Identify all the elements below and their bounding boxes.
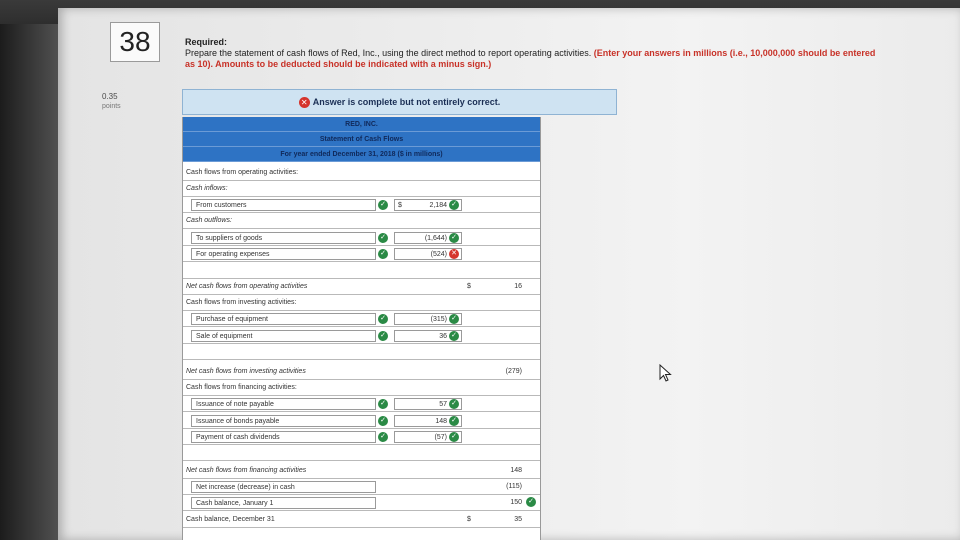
statement-row [183, 279, 540, 295]
feedback-text: Answer is complete but not entirely correct. [312, 97, 501, 107]
total-cell [464, 366, 538, 378]
statement-row [183, 495, 540, 511]
statement-row [183, 413, 540, 429]
line-item-label-field[interactable] [191, 398, 376, 410]
line-item-label-field[interactable] [191, 330, 376, 342]
total-value: 16 [514, 283, 522, 290]
check-icon: ✓ [449, 331, 459, 341]
amount-input[interactable] [394, 248, 462, 260]
row-label: Cash flows from financing activities: [186, 384, 297, 391]
row-label: Issuance of note payable [196, 401, 274, 408]
total-value: 148 [510, 467, 522, 474]
amount-value: (315) [430, 316, 447, 323]
statement-row [183, 463, 540, 479]
row-label: For operating expenses [196, 251, 270, 258]
statement-title: Statement of Cash Flows [183, 132, 540, 147]
row-label: Cash balance, January 1 [196, 500, 274, 507]
check-icon: ✓ [378, 416, 388, 426]
amount-value: (524) [430, 251, 447, 258]
check-icon: ✓ [449, 200, 459, 210]
statement-row [183, 165, 540, 181]
check-icon: ✓ [526, 497, 536, 507]
points-indicator [102, 92, 121, 112]
dollar-sign: $ [467, 283, 471, 290]
statement-row [183, 230, 540, 246]
check-icon: ✓ [449, 314, 459, 324]
statement-row [183, 328, 540, 344]
row-label: Cash balance, December 31 [186, 516, 275, 523]
x-circle-icon: ✕ [449, 249, 459, 259]
line-item-label-field[interactable] [191, 481, 376, 493]
row-label: Net increase (decrease) in cash [196, 484, 295, 491]
statement-row [183, 213, 540, 229]
row-label: Issuance of bonds payable [196, 418, 280, 425]
required-text: Prepare the statement of cash flows of Red, Inc., using the direct method to report operating activities. [185, 48, 592, 58]
statement-row [183, 479, 540, 495]
points-value: 0.35 [102, 92, 118, 101]
line-item-label-field[interactable] [191, 248, 376, 260]
statement-row [183, 364, 540, 380]
mouse-cursor-icon [659, 364, 673, 382]
statement-row [183, 295, 540, 311]
line-item-label-field[interactable] [191, 431, 376, 443]
amount-value: 36 [439, 333, 447, 340]
check-icon: ✓ [449, 416, 459, 426]
total-value: (115) [506, 483, 522, 490]
row-label: Cash flows from investing activities: [186, 299, 297, 306]
line-item-label-field[interactable] [191, 232, 376, 244]
line-item-label-field[interactable] [191, 497, 376, 509]
total-cell [464, 514, 538, 526]
check-icon: ✓ [378, 233, 388, 243]
line-item-label-field[interactable] [191, 415, 376, 427]
row-label: Cash flows from operating activities: [186, 169, 299, 176]
statement-row [183, 396, 540, 412]
x-circle-icon: ✕ [299, 97, 310, 108]
amount-value: 57 [439, 401, 447, 408]
statement-row [183, 380, 540, 396]
question-number: 38 [110, 22, 160, 62]
total-cell [464, 497, 538, 509]
row-label: To suppliers of goods [196, 235, 263, 242]
total-cell [464, 481, 538, 493]
total-cell [464, 281, 538, 293]
required-hint: (Enter your answers in millions (i.e., 10,000,000 should be entered as 10). Amounts to be deducted should be indicated with a minus sign.) [185, 48, 876, 69]
cash-flow-statement [182, 117, 541, 540]
question-prompt [185, 37, 885, 70]
row-label: Cash inflows: [186, 185, 228, 192]
statement-row [183, 445, 540, 461]
required-heading: Required: [185, 37, 228, 47]
amount-value: (1,644) [424, 235, 447, 242]
statement-row [183, 311, 540, 327]
row-label: From customers [196, 202, 247, 209]
amount-input[interactable] [394, 330, 462, 342]
row-label: Purchase of equipment [196, 316, 268, 323]
monitor-bezel [0, 24, 58, 540]
amount-input[interactable] [394, 232, 462, 244]
amount-input[interactable] [394, 398, 462, 410]
feedback-banner [182, 89, 617, 115]
amount-input[interactable] [394, 415, 462, 427]
amount-input[interactable] [394, 199, 462, 211]
check-icon: ✓ [449, 399, 459, 409]
check-icon: ✓ [378, 399, 388, 409]
row-label: Payment of cash dividends [196, 434, 280, 441]
row-label: Net cash flows from financing activities [186, 467, 307, 474]
amount-input[interactable] [394, 313, 462, 325]
statement-row [183, 263, 540, 279]
line-item-label-field[interactable] [191, 313, 376, 325]
check-icon: ✓ [378, 200, 388, 210]
dollar-sign: $ [398, 202, 402, 209]
check-icon: ✓ [449, 432, 459, 442]
check-icon: ✓ [378, 314, 388, 324]
row-label: Cash outflows: [186, 217, 232, 224]
statement-header [183, 117, 540, 162]
check-icon: ✓ [449, 233, 459, 243]
total-value: (279) [505, 368, 522, 375]
row-label: Net cash flows from operating activities [186, 283, 308, 290]
points-label: points [102, 103, 121, 110]
total-cell [464, 465, 538, 477]
total-value: 150 [510, 499, 522, 506]
check-icon: ✓ [378, 331, 388, 341]
statement-row [183, 512, 540, 528]
row-label: Net cash flows from investing activities [186, 368, 306, 375]
statement-row [183, 429, 540, 445]
statement-row [183, 197, 540, 213]
statement-period: For year ended December 31, 2018 ($ in millions) [183, 147, 540, 162]
check-icon: ✓ [378, 432, 388, 442]
company-name: RED, INC. [183, 117, 540, 132]
amount-value: 2,184 [429, 202, 447, 209]
check-icon: ✓ [378, 249, 388, 259]
line-item-label-field[interactable] [191, 199, 376, 211]
statement-row [183, 246, 540, 262]
dollar-sign: $ [467, 516, 471, 523]
total-value: 35 [514, 516, 522, 523]
amount-input[interactable] [394, 431, 462, 443]
statement-row [183, 181, 540, 197]
row-label: Sale of equipment [196, 333, 253, 340]
statement-row [183, 344, 540, 360]
amount-value: 148 [435, 418, 447, 425]
amount-value: (57) [434, 434, 447, 441]
